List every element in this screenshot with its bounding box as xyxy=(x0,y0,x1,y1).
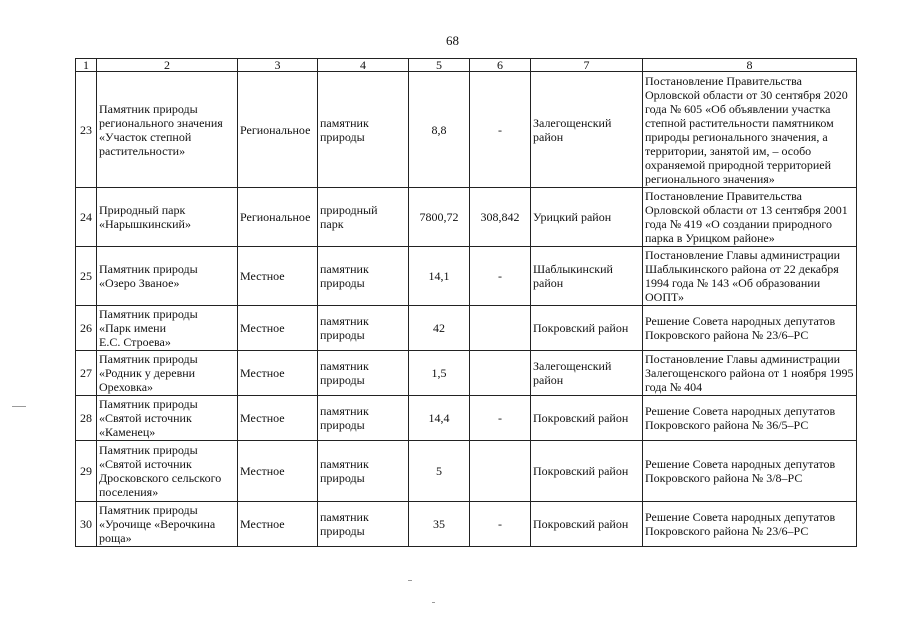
row-number-cell: 26 xyxy=(76,306,97,351)
document-cell: Постановление Главы администрации Залегощенского района от 1 ноября 1995 года № 404 xyxy=(643,351,857,396)
table-row xyxy=(76,72,857,188)
document-cell: Решение Совета народных депутатов Покровского района № 3/8–РС xyxy=(643,441,857,502)
category-cell: памятник природы xyxy=(318,72,409,188)
table-row xyxy=(76,502,857,547)
protection-zone-cell xyxy=(470,351,531,396)
category-cell: памятник природы xyxy=(318,441,409,502)
scan-artifact xyxy=(408,580,412,581)
significance-cell: Местное xyxy=(238,502,318,547)
name-cell: Памятник природы «Родник у деревни Ореховка» xyxy=(97,351,238,396)
area-cell: 14,1 xyxy=(409,247,470,306)
row-number-cell: 30 xyxy=(76,502,97,547)
category-cell: памятник природы xyxy=(318,247,409,306)
location-cell: Урицкий район xyxy=(531,188,643,247)
area-cell: 35 xyxy=(409,502,470,547)
significance-cell: Местное xyxy=(238,351,318,396)
table-row xyxy=(76,441,857,502)
document-cell: Решение Совета народных депутатов Покровского района № 23/6–РС xyxy=(643,306,857,351)
document-cell: Решение Совета народных депутатов Покровского района № 23/6–РС xyxy=(643,502,857,547)
row-number-cell: 28 xyxy=(76,396,97,441)
column-number-cell: 1 xyxy=(76,59,97,72)
row-number-cell: 29 xyxy=(76,441,97,502)
significance-cell: Местное xyxy=(238,441,318,502)
location-cell: Покровский район xyxy=(531,396,643,441)
column-number-cell: 8 xyxy=(643,59,857,72)
protection-zone-cell xyxy=(470,441,531,502)
protection-zone-cell: - xyxy=(470,72,531,188)
scan-artifact xyxy=(432,602,435,603)
protection-zone-cell: - xyxy=(470,502,531,547)
location-cell: Шаблыкинский район xyxy=(531,247,643,306)
column-number-cell: 6 xyxy=(470,59,531,72)
column-number-cell: 3 xyxy=(238,59,318,72)
table-row xyxy=(76,306,857,351)
name-cell: Памятник природы регионального значения «Участок степной растительности» xyxy=(97,72,238,188)
name-cell: Природный парк «Нарышкинский» xyxy=(97,188,238,247)
table-row xyxy=(76,396,857,441)
area-cell: 7800,72 xyxy=(409,188,470,247)
name-cell: Памятник природы «Урочище «Верочкина роща» xyxy=(97,502,238,547)
table-row xyxy=(76,247,857,306)
document-cell: Постановление Правительства Орловской области от 30 сентября 2020 года № 605 «Об объявлении участка степной растительности памятником природы регионального значения, а территории, занятой им, – особо охраняемой природной территорией регионального значения» xyxy=(643,72,857,188)
protection-zone-cell: - xyxy=(470,247,531,306)
row-number-cell: 27 xyxy=(76,351,97,396)
name-cell: Памятник природы «Святой источник «Каменец» xyxy=(97,396,238,441)
column-number-header xyxy=(76,59,857,72)
name-cell: Памятник природы «Озеро Званое» xyxy=(97,247,238,306)
document-cell: Решение Совета народных депутатов Покровского района № 36/5–РС xyxy=(643,396,857,441)
category-cell: памятник природы xyxy=(318,351,409,396)
area-cell: 42 xyxy=(409,306,470,351)
category-cell: памятник природы xyxy=(318,306,409,351)
scan-artifact xyxy=(12,406,26,407)
location-cell: Покровский район xyxy=(531,441,643,502)
location-cell: Залегощенский район xyxy=(531,351,643,396)
page-number: 68 xyxy=(446,33,459,48)
protection-zone-cell: - xyxy=(470,396,531,441)
document-cell: Постановление Главы администрации Шаблыкинского района от 22 декабря 1994 года № 143 «Об образовании ООПТ» xyxy=(643,247,857,306)
area-cell: 1,5 xyxy=(409,351,470,396)
protection-zone-cell xyxy=(470,306,531,351)
table-body xyxy=(76,72,857,547)
location-cell: Покровский район xyxy=(531,306,643,351)
table-row xyxy=(76,188,857,247)
column-number-cell: 7 xyxy=(531,59,643,72)
row-number-cell: 24 xyxy=(76,188,97,247)
column-number-row xyxy=(76,59,857,72)
document-cell: Постановление Правительства Орловской области от 13 сентября 2001 года № 419 «О создании природного парка в Урицком районе» xyxy=(643,188,857,247)
location-cell: Залегощенский район xyxy=(531,72,643,188)
area-cell: 5 xyxy=(409,441,470,502)
row-number-cell: 25 xyxy=(76,247,97,306)
name-cell: Памятник природы «Парк имени Е.С. Строева» xyxy=(97,306,238,351)
area-cell: 8,8 xyxy=(409,72,470,188)
protection-zone-cell: 308,842 xyxy=(470,188,531,247)
column-number-cell: 4 xyxy=(318,59,409,72)
location-cell: Покровский район xyxy=(531,502,643,547)
table-row xyxy=(76,351,857,396)
category-cell: памятник природы xyxy=(318,502,409,547)
category-cell: природный парк xyxy=(318,188,409,247)
column-number-cell: 2 xyxy=(97,59,238,72)
protected-areas-table xyxy=(75,58,857,547)
row-number-cell: 23 xyxy=(76,72,97,188)
significance-cell: Местное xyxy=(238,396,318,441)
name-cell: Памятник природы «Святой источник Дросковского сельского поселения» xyxy=(97,441,238,502)
significance-cell: Местное xyxy=(238,247,318,306)
significance-cell: Местное xyxy=(238,306,318,351)
category-cell: памятник природы xyxy=(318,396,409,441)
significance-cell: Региональное xyxy=(238,188,318,247)
column-number-cell: 5 xyxy=(409,59,470,72)
area-cell: 14,4 xyxy=(409,396,470,441)
significance-cell: Региональное xyxy=(238,72,318,188)
